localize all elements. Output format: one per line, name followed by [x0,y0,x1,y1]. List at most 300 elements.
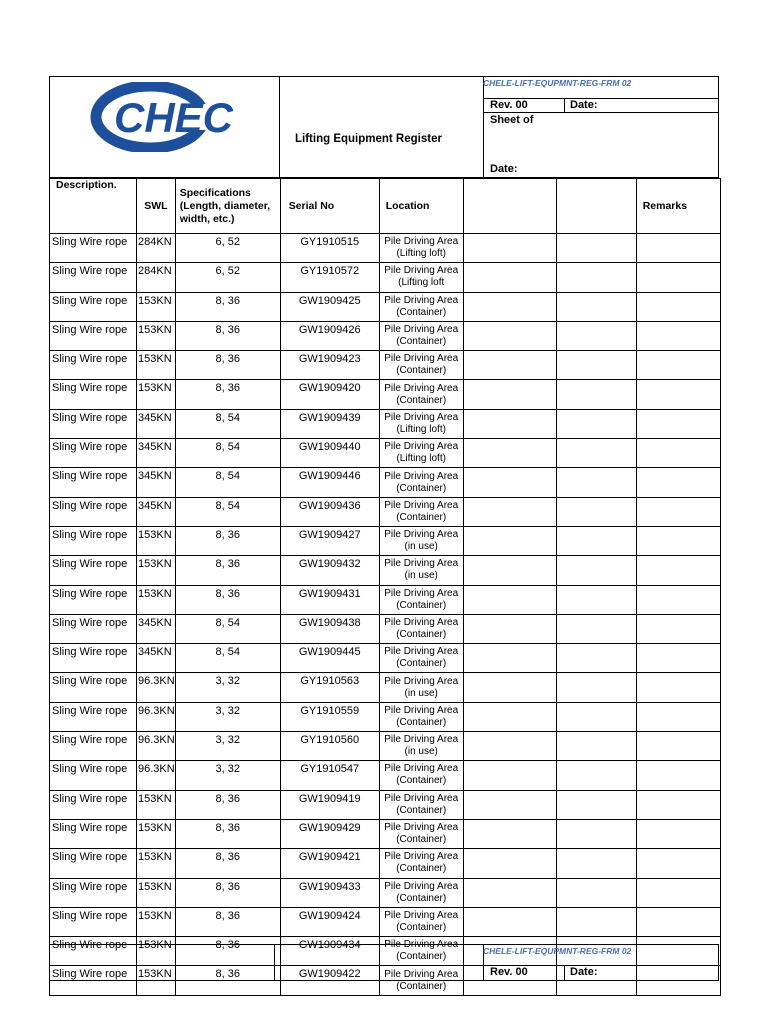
location-detail: (Container) [396,511,447,523]
location-detail: (Container) [396,629,447,640]
cell-description: Sling Wire rope [50,849,137,878]
cell-swl: 153KN [137,907,176,936]
location-area: Pile Driving Area [384,499,459,511]
cell-specifications: 8, 36 [175,790,280,819]
location-detail: (Lifting loft) [396,423,446,435]
date-label: Date: [570,99,598,111]
cell-description: Sling Wire rope [50,673,137,702]
location-detail: (Container) [396,892,447,904]
col-header-description: Description. [50,179,137,234]
location-area: Pile Driving Area [384,558,459,570]
col-header-serial: Serial No [280,179,379,234]
table-row [50,907,721,936]
location-area: Pile Driving Area [384,968,459,980]
cell-swl: 96.3KN [137,732,176,761]
cell-specifications: 8, 36 [175,585,280,614]
cell-blank-1 [463,321,556,350]
cell-serial: GW1909423 [280,351,379,380]
location-area: Pile Driving Area [384,909,459,921]
cell-serial: GY1910563 [280,673,379,702]
cell-location [379,761,463,790]
location-detail: (Container) [396,980,447,992]
table-row [50,409,721,438]
location-area: Pile Driving Area [384,822,459,834]
cell-swl: 96.3KN [137,673,176,702]
location-detail: (Container) [396,804,447,816]
cell-swl: 345KN [137,497,176,526]
register-body [50,234,721,996]
cell-description: Sling Wire rope [50,585,137,614]
header-divider-title [483,76,484,178]
cell-swl: 153KN [137,380,176,409]
footer-line-rev-date [564,965,565,981]
cell-swl: 153KN [137,966,176,995]
cell-specifications: 6, 52 [175,234,280,263]
cell-blank-1 [463,761,556,790]
table-row [50,321,721,350]
cell-serial: GW1909427 [280,526,379,555]
cell-location [379,321,463,350]
table-row [50,673,721,702]
cell-description: Sling Wire rope [50,790,137,819]
location-detail: (Lifting loft) [396,248,446,260]
cell-remarks [636,614,720,643]
cell-specifications: 8, 36 [175,966,280,995]
cell-specifications: 8, 54 [175,614,280,643]
cell-blank-2 [556,732,636,761]
table-row [50,380,721,409]
cell-blank-2 [556,849,636,878]
cell-blank-1 [463,351,556,380]
table-row [50,614,721,643]
col-header-swl: SWL [137,179,176,234]
cell-description: Sling Wire rope [50,644,137,673]
cell-specifications: 8, 36 [175,292,280,321]
cell-blank-1 [463,702,556,731]
location-detail: (Lifting loft) [396,453,446,465]
cell-specifications: 8, 54 [175,468,280,497]
cell-remarks [636,819,720,848]
cell-serial: GW1909440 [280,439,379,468]
table-row [50,263,721,292]
cell-description: Sling Wire rope [50,380,137,409]
location-area: Pile Driving Area [384,763,459,775]
footer-revision-label: Rev. 00 [490,966,528,978]
table-row [50,351,721,380]
cell-blank-2 [556,321,636,350]
table-row [50,468,721,497]
cell-serial: GW1909425 [280,292,379,321]
cell-description: Sling Wire rope [50,761,137,790]
cell-blank-1 [463,644,556,673]
cell-blank-1 [463,380,556,409]
cell-description: Sling Wire rope [50,966,137,995]
table-row [50,702,721,731]
cell-blank-1 [463,439,556,468]
cell-swl: 153KN [137,321,176,350]
table-row [50,497,721,526]
location-detail: (Container) [396,394,447,406]
cell-swl: 153KN [137,790,176,819]
cell-location [379,497,463,526]
cell-location [379,526,463,555]
cell-specifications: 8, 36 [175,380,280,409]
cell-remarks [636,234,720,263]
cell-specifications: 8, 54 [175,644,280,673]
cell-serial: GW1909433 [280,878,379,907]
cell-blank-2 [556,556,636,585]
cell-specifications: 8, 36 [175,351,280,380]
col-header-remarks: Remarks [636,179,720,234]
location-detail: (in use) [404,541,438,553]
cell-remarks [636,439,720,468]
location-area: Pile Driving Area [384,587,459,599]
cell-remarks [636,497,720,526]
footer-form-code: CHELE-LIFT-EQUPMNT-REG-FRM 02 [483,946,632,956]
location-detail: (Container) [396,365,447,377]
cell-serial: GY1910547 [280,761,379,790]
cell-blank-1 [463,732,556,761]
cell-blank-2 [556,351,636,380]
table-header-row [50,179,721,234]
cell-blank-1 [463,292,556,321]
cell-blank-1 [463,614,556,643]
cell-remarks [636,585,720,614]
cell-blank-2 [556,497,636,526]
cell-location [379,732,463,761]
cell-location [379,849,463,878]
cell-location [379,907,463,936]
cell-remarks [636,878,720,907]
location-area: Pile Driving Area [384,792,459,804]
header-line-rev-date [564,98,565,112]
cell-serial: GW1909438 [280,614,379,643]
cell-serial: GW1909432 [280,556,379,585]
col-header-blank-1 [463,179,556,234]
cell-serial: GW1909446 [280,468,379,497]
location-detail: (Container) [396,716,447,728]
cell-description: Sling Wire rope [50,292,137,321]
cell-serial: GY1910572 [280,263,379,292]
cell-swl: 345KN [137,644,176,673]
cell-serial: GW1909419 [280,790,379,819]
cell-blank-1 [463,819,556,848]
cell-remarks [636,409,720,438]
cell-location [379,819,463,848]
cell-location [379,614,463,643]
location-detail: (Container) [396,951,447,963]
cell-serial: GW1909420 [280,380,379,409]
date-label-2: Date: [490,163,518,175]
cell-specifications: 8, 54 [175,409,280,438]
cell-serial: GW1909434 [280,937,379,966]
cell-specifications: 8, 54 [175,439,280,468]
cell-remarks [636,380,720,409]
cell-description: Sling Wire rope [50,878,137,907]
cell-blank-2 [556,439,636,468]
cell-swl: 345KN [137,409,176,438]
cell-location [379,439,463,468]
location-detail: (Container) [396,921,447,933]
location-area: Pile Driving Area [384,851,459,863]
cell-description: Sling Wire rope [50,409,137,438]
cell-swl: 284KN [137,263,176,292]
cell-description: Sling Wire rope [50,439,137,468]
cell-specifications: 6, 52 [175,263,280,292]
cell-swl: 153KN [137,292,176,321]
cell-specifications: 3, 32 [175,702,280,731]
cell-remarks [636,732,720,761]
cell-specifications: 3, 32 [175,673,280,702]
cell-blank-2 [556,380,636,409]
sheet-label: Sheet of [490,114,534,126]
cell-location [379,292,463,321]
location-detail: (Container) [396,599,447,611]
cell-swl: 345KN [137,614,176,643]
cell-swl: 153KN [137,351,176,380]
location-area: Pile Driving Area [384,324,459,336]
register-table [49,178,721,996]
location-area: Pile Driving Area [384,294,459,306]
location-detail: (in use) [404,570,438,582]
table-row [50,439,721,468]
cell-swl: 284KN [137,234,176,263]
cell-remarks [636,263,720,292]
table-row [50,526,721,555]
cell-serial: GW1909429 [280,819,379,848]
cell-blank-2 [556,468,636,497]
cell-remarks [636,790,720,819]
location-area: Pile Driving Area [384,265,459,277]
cell-blank-1 [463,673,556,702]
cell-blank-2 [556,702,636,731]
location-area: Pile Driving Area [384,646,459,658]
cell-serial: GW1909421 [280,849,379,878]
cell-location [379,351,463,380]
footer-divider-1 [274,944,275,981]
cell-specifications: 8, 36 [175,849,280,878]
cell-location [379,380,463,409]
cell-blank-2 [556,878,636,907]
col-header-blank-2 [556,179,636,234]
cell-serial: GW1909445 [280,644,379,673]
location-detail: (Container) [396,306,447,318]
location-area: Pile Driving Area [384,236,459,248]
cell-specifications: 3, 32 [175,761,280,790]
cell-blank-2 [556,263,636,292]
cell-swl: 153KN [137,937,176,966]
location-detail: (Container) [396,775,447,787]
cell-blank-1 [463,907,556,936]
cell-serial: GW1909424 [280,907,379,936]
table-row [50,292,721,321]
cell-specifications: 8, 36 [175,819,280,848]
cell-serial: GW1909436 [280,497,379,526]
header-line-rev-bottom [483,112,719,113]
cell-remarks [636,644,720,673]
cell-description: Sling Wire rope [50,732,137,761]
cell-location [379,409,463,438]
location-area: Pile Driving Area [384,675,459,687]
table-row [50,878,721,907]
location-detail: (Container) [396,336,447,348]
cell-description: Sling Wire rope [50,907,137,936]
location-area: Pile Driving Area [384,470,459,482]
location-detail: (Container) [396,834,447,846]
cell-location [379,556,463,585]
cell-location [379,673,463,702]
cell-swl: 153KN [137,849,176,878]
cell-specifications: 3, 32 [175,732,280,761]
location-detail: (in use) [404,746,438,758]
cell-remarks [636,907,720,936]
location-area: Pile Driving Area [384,704,459,716]
col-header-specifications: Specifications (Length, diameter, width, etc.) [175,179,280,234]
cell-blank-1 [463,234,556,263]
footer-date-label: Date: [570,966,598,978]
cell-swl: 96.3KN [137,702,176,731]
cell-blank-2 [556,234,636,263]
cell-swl: 345KN [137,439,176,468]
location-area: Pile Driving Area [384,441,459,453]
cell-description: Sling Wire rope [50,526,137,555]
location-area: Pile Driving Area [384,411,459,423]
cell-specifications: 8, 36 [175,937,280,966]
cell-remarks [636,468,720,497]
cell-description: Sling Wire rope [50,556,137,585]
cell-remarks [636,849,720,878]
cell-blank-1 [463,468,556,497]
cell-location [379,263,463,292]
cell-serial: GW1909422 [280,966,379,995]
location-area: Pile Driving Area [384,382,459,394]
cell-serial: GW1909426 [280,321,379,350]
cell-remarks [636,526,720,555]
logo-text: CHEC [114,94,234,141]
cell-description: Sling Wire rope [50,468,137,497]
cell-blank-1 [463,585,556,614]
cell-description: Sling Wire rope [50,819,137,848]
table-row [50,234,721,263]
cell-blank-2 [556,614,636,643]
cell-blank-1 [463,849,556,878]
cell-blank-2 [556,907,636,936]
location-detail: (Container) [396,863,447,875]
table-row [50,761,721,790]
cell-remarks [636,702,720,731]
cell-swl: 345KN [137,468,176,497]
cell-blank-2 [556,673,636,702]
cell-specifications: 8, 36 [175,321,280,350]
cell-specifications: 8, 36 [175,907,280,936]
table-row [50,644,721,673]
cell-serial: GY1910515 [280,234,379,263]
table-row [50,819,721,848]
cell-description: Sling Wire rope [50,351,137,380]
cell-blank-2 [556,409,636,438]
location-area: Pile Driving Area [384,529,459,541]
cell-location [379,644,463,673]
cell-blank-1 [463,526,556,555]
cell-blank-1 [463,497,556,526]
cell-location [379,702,463,731]
cell-blank-2 [556,526,636,555]
location-area: Pile Driving Area [384,353,459,365]
cell-location [379,790,463,819]
cell-description: Sling Wire rope [50,937,137,966]
location-detail: (Lifting loft [398,277,445,289]
location-detail: (Container) [396,658,447,670]
cell-blank-1 [463,409,556,438]
cell-serial: GW1909439 [280,409,379,438]
cell-swl: 96.3KN [137,761,176,790]
cell-swl: 153KN [137,556,176,585]
cell-specifications: 8, 54 [175,497,280,526]
page-title: Lifting Equipment Register [295,133,442,145]
cell-blank-2 [556,644,636,673]
cell-serial: GY1910560 [280,732,379,761]
location-area: Pile Driving Area [384,734,459,746]
cell-blank-1 [463,790,556,819]
cell-description: Sling Wire rope [50,702,137,731]
cell-remarks [636,351,720,380]
cell-blank-1 [463,878,556,907]
table-row [50,585,721,614]
location-detail: (Container) [396,482,447,494]
cell-swl: 153KN [137,585,176,614]
cell-serial: GY1910559 [280,702,379,731]
location-detail: (in use) [404,687,438,699]
table-row [50,556,721,585]
table-row [50,790,721,819]
cell-description: Sling Wire rope [50,263,137,292]
cell-description: Sling Wire rope [50,321,137,350]
cell-blank-1 [463,263,556,292]
cell-location [379,878,463,907]
cell-remarks [636,292,720,321]
cell-remarks [636,761,720,790]
cell-blank-2 [556,761,636,790]
cell-blank-2 [556,585,636,614]
table-row [50,732,721,761]
cell-description: Sling Wire rope [50,234,137,263]
cell-swl: 153KN [137,526,176,555]
cell-blank-2 [556,790,636,819]
cell-description: Sling Wire rope [50,614,137,643]
col-header-location: Location [379,179,463,234]
cell-blank-1 [463,556,556,585]
cell-specifications: 8, 36 [175,526,280,555]
cell-swl: 153KN [137,878,176,907]
location-area: Pile Driving Area [384,939,459,951]
cell-serial: GW1909431 [280,585,379,614]
cell-specifications: 8, 36 [175,878,280,907]
cell-remarks [636,321,720,350]
form-code: CHELE-LIFT-EQUPMNT-REG-FRM 02 [483,78,632,88]
revision-label: Rev. 00 [490,99,528,111]
chec-logo [90,82,240,152]
cell-location [379,234,463,263]
location-area: Pile Driving Area [384,880,459,892]
cell-blank-2 [556,819,636,848]
cell-location [379,585,463,614]
location-area: Pile Driving Area [384,617,459,628]
cell-swl: 153KN [137,819,176,848]
cell-blank-2 [556,292,636,321]
cell-remarks [636,556,720,585]
cell-description: Sling Wire rope [50,497,137,526]
cell-specifications: 8, 36 [175,556,280,585]
